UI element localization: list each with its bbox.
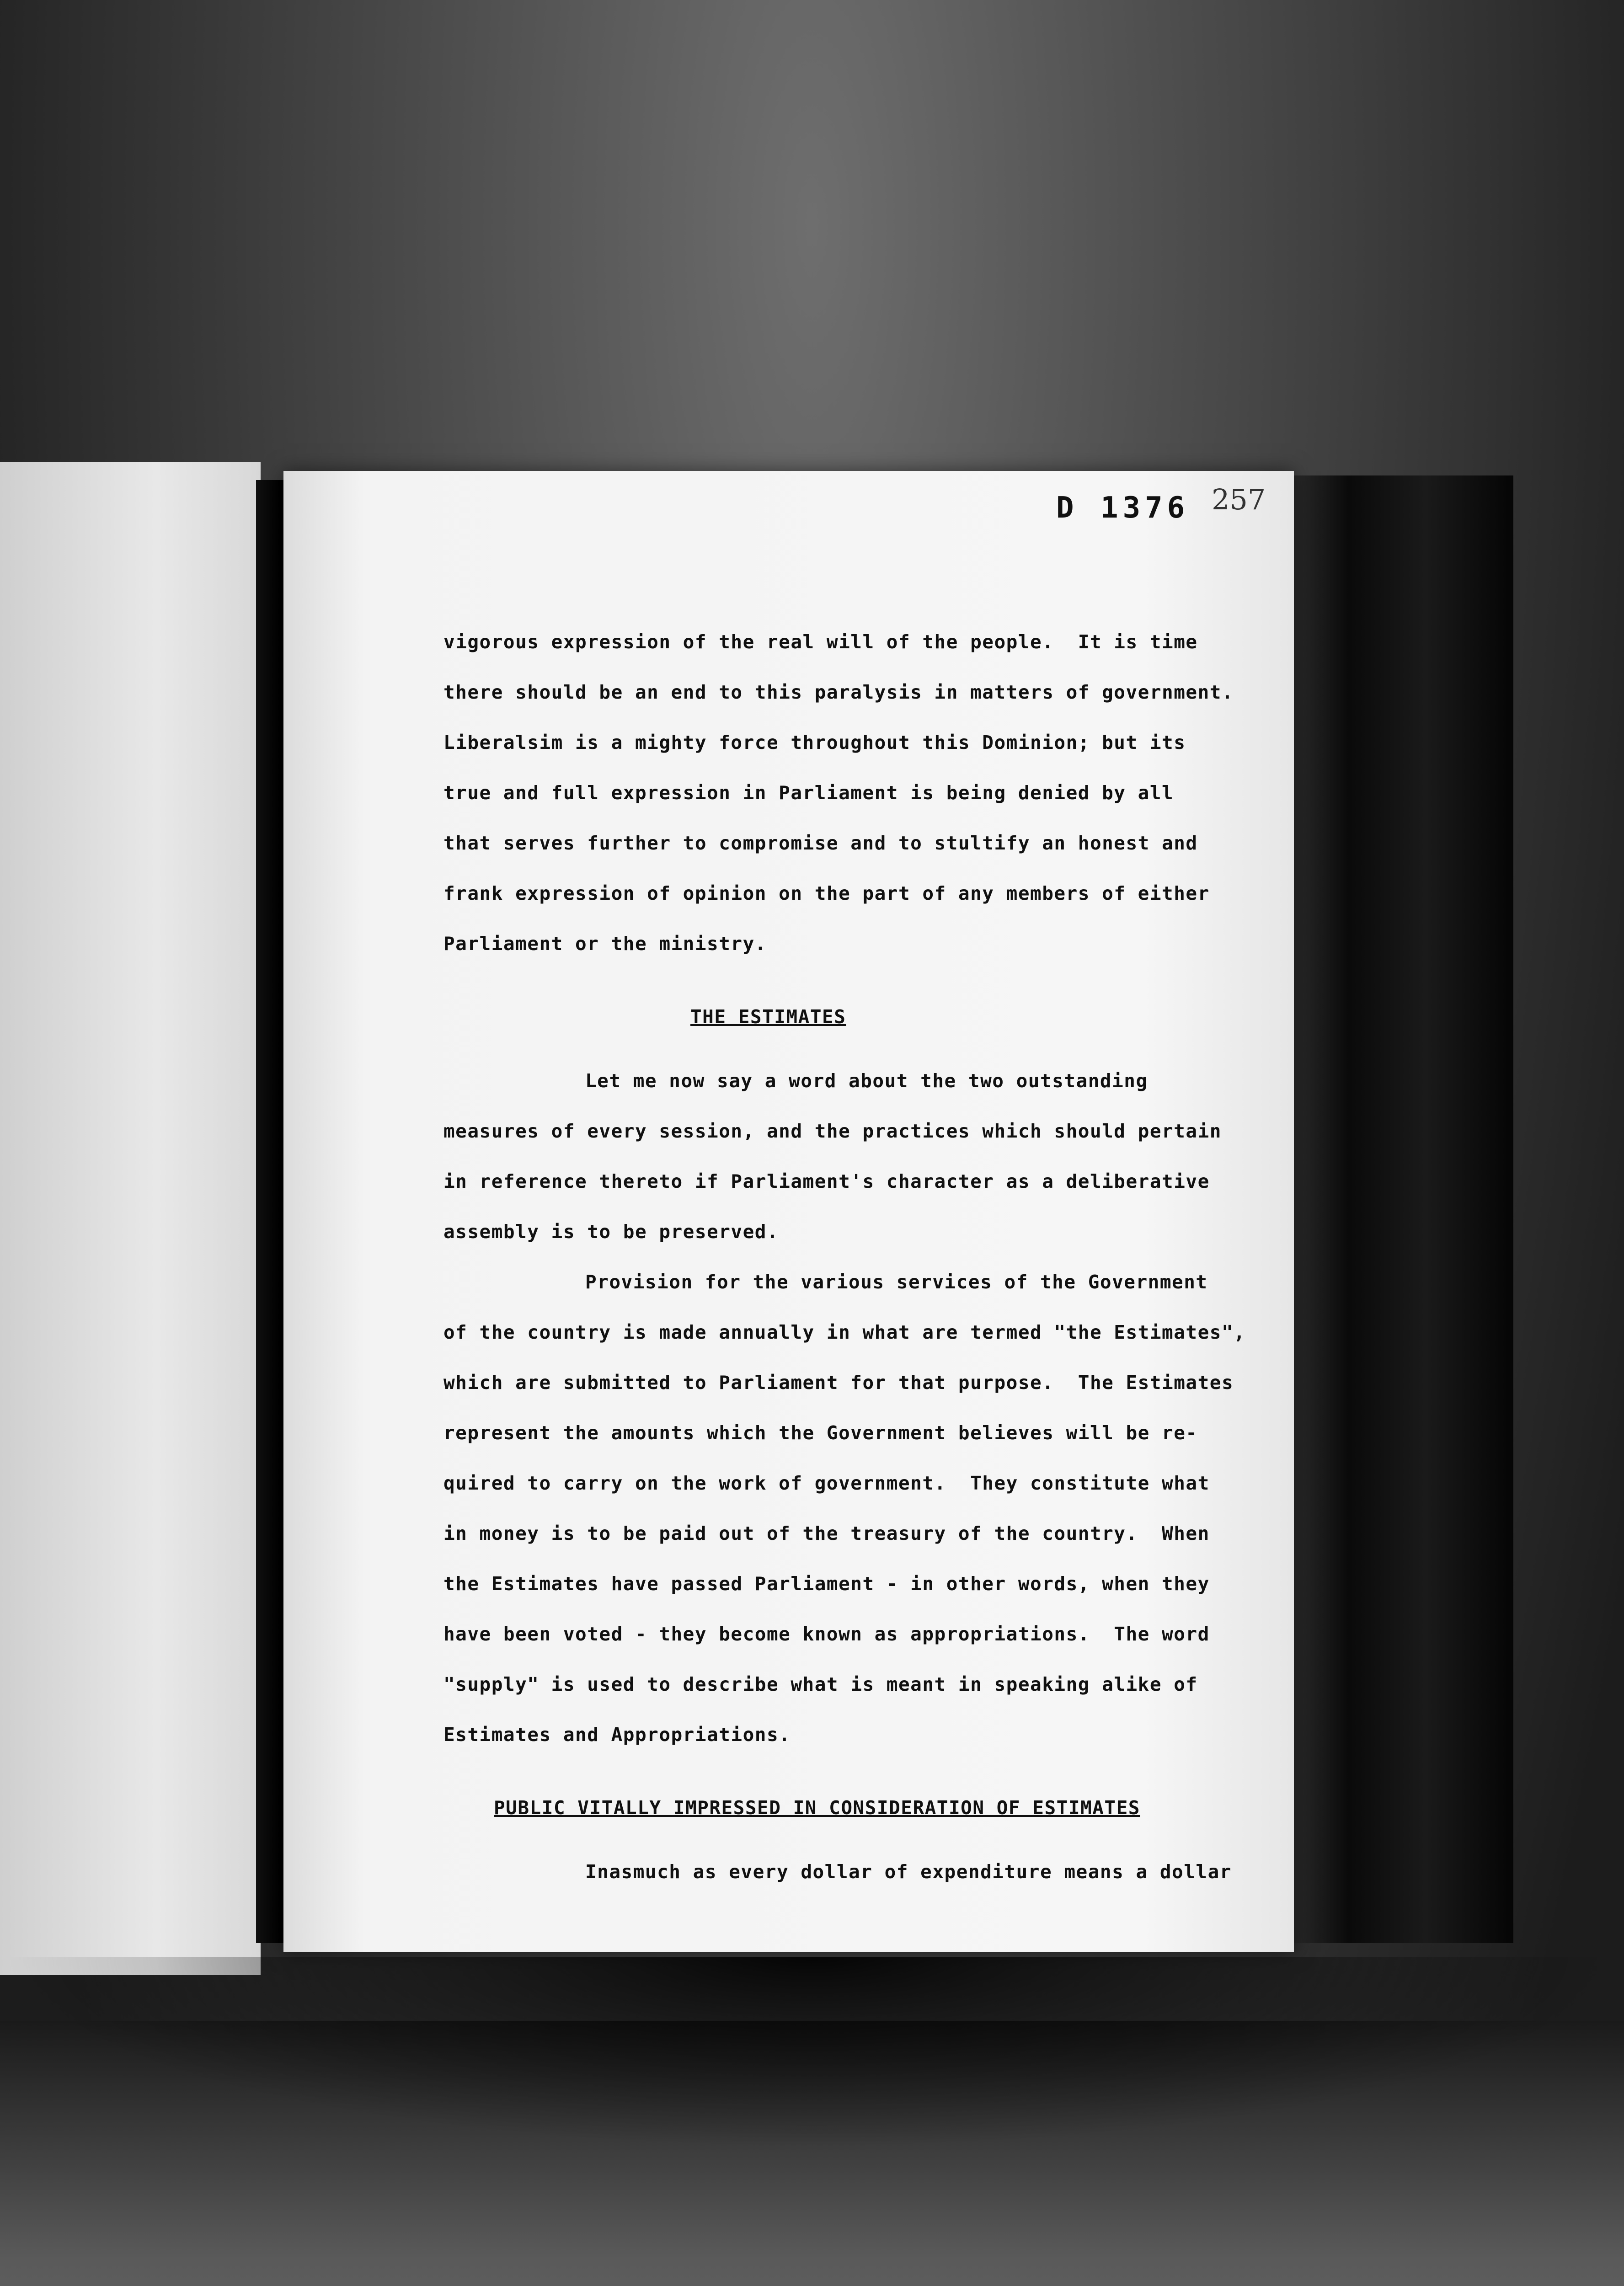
text-line: the Estimates have passed Parliament - in other words, when they	[443, 1573, 1210, 1595]
text-line: "supply" is used to describe what is meant in speaking alike of	[443, 1673, 1198, 1695]
text-line: have been voted - they become known as appropriations. The word	[443, 1623, 1210, 1645]
page-edges	[1294, 475, 1513, 1943]
page-number: 257	[1212, 483, 1266, 516]
text-line: Let me now say a word about the two outstanding	[585, 1070, 1148, 1092]
text-line: Inasmuch as every dollar of expenditure means a dollar	[585, 1861, 1232, 1883]
document-page	[283, 471, 1294, 1952]
text-line: true and full expression in Parliament is being denied by all	[443, 782, 1174, 804]
text-line: quired to carry on the work of government. They constitute what	[443, 1472, 1210, 1494]
text-line: that serves further to compromise and to stultify an honest and	[443, 832, 1198, 854]
book-shadow	[0, 1957, 1624, 2149]
text-line: frank expression of opinion on the part of any members of either	[443, 882, 1210, 904]
text-line: represent the amounts which the Government believes will be re-	[443, 1422, 1198, 1444]
text-line: Liberalsim is a mighty force throughout this Dominion; but its	[443, 732, 1186, 753]
heading-public-impressed: PUBLIC VITALLY IMPRESSED IN CONSIDERATION OF ESTIMATES	[494, 1797, 1140, 1819]
text-line: which are submitted to Parliament for that purpose. The Estimates	[443, 1372, 1234, 1394]
text-line: there should be an end to this paralysis in matters of government.	[443, 681, 1234, 703]
left-page	[0, 462, 261, 1975]
text-line: assembly is to be preserved.	[443, 1221, 779, 1243]
text-line: Estimates and Appropriations.	[443, 1724, 791, 1746]
text-line: in reference thereto if Parliament's character as a deliberative	[443, 1170, 1210, 1192]
text-line: in money is to be paid out of the treasury of the country. When	[443, 1522, 1210, 1544]
text-line: measures of every session, and the practices which should pertain	[443, 1120, 1222, 1142]
text-line: of the country is made annually in what are termed "the Estimates",	[443, 1321, 1246, 1343]
text-line: Parliament or the ministry.	[443, 933, 767, 955]
text-line: vigorous expression of the real will of the people. It is time	[443, 631, 1198, 653]
text-line: Provision for the various services of the Government	[585, 1271, 1208, 1293]
heading-estimates: THE ESTIMATES	[690, 1006, 846, 1028]
stamp-number: D 1376	[1056, 491, 1190, 525]
